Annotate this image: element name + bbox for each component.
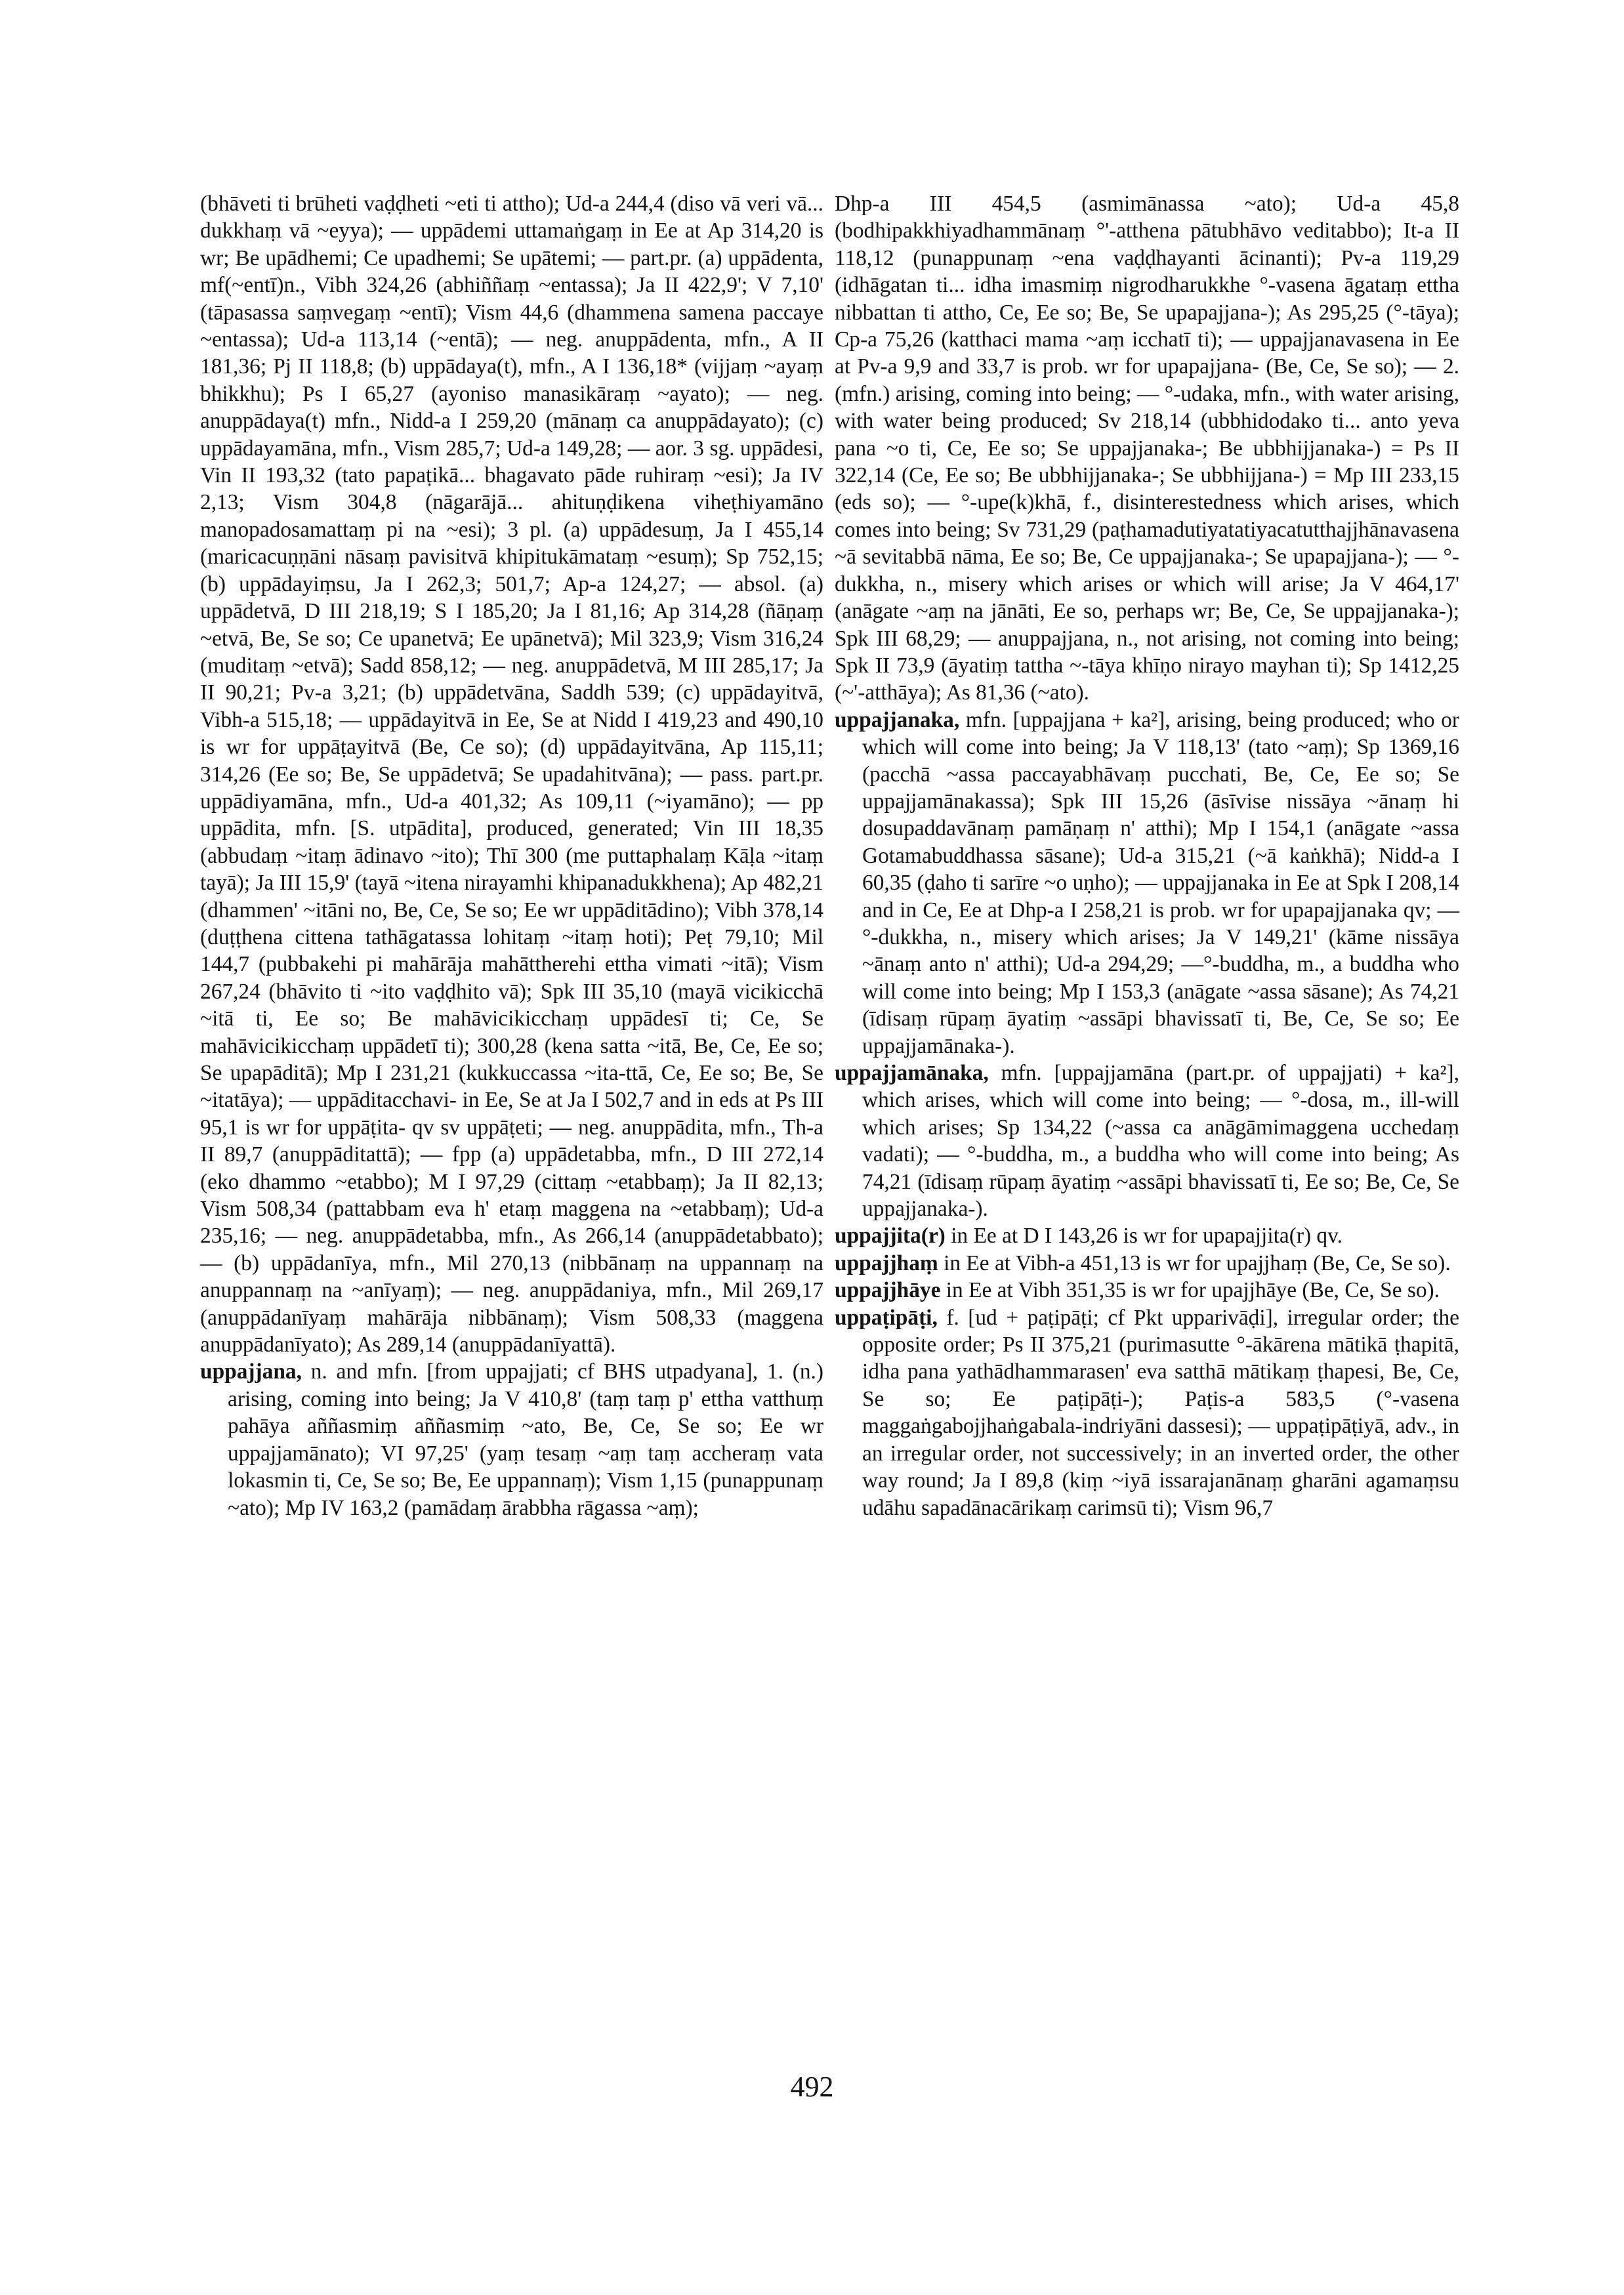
- entry-text: f. [ud + paṭipāṭi; cf Pkt upparivāḍi], irregular order; the opposite order; Ps II 375,21 (purimasutte °-ākārena mātikā ṭhapitā, idha pana yathādhammarasen' eva satthā mātikaṃ ṭhapesi, Be, Ce, Se so; Ee paṭipāṭi-); Paṭis-a 583,5 (°-vasena maggaṅgabojjhaṅgabala-indriyāni dassesi); — uppaṭipāṭiyā, adv., in an irregular order, not successively; in an inverted order, the other way round; Ja I 89,8 (kiṃ ~iyā issarajanānaṃ gharāni agamaṃsu udāhu sapadānacārikaṃ carimsū ti); Vism 96,7: [862, 1305, 1459, 1520]
- entry-uppajjamanaka: [835, 1060, 1459, 1222]
- entry-text: in Ee at Vibh-a 451,13 is wr for upajjhaṃ (Be, Ce, Se so).: [938, 1251, 1451, 1275]
- entry-text: n. and mfn. [from uppajjati; cf BHS utpadyana], 1. (n.) arising, coming into being; Ja V 410,8' (taṃ taṃ p' ettha vatthuṃ pahāya aññasmiṃ aññasmiṃ ~ato, Be, Ce, Se so; Ee wr uppajjamānato); VI 97,25' (yaṃ tesaṃ ~aṃ taṃ accheraṃ vata lokasmin ti, Ce, Se so; Be, Ee uppannaṃ); Vism 1,15 (punappunaṃ ~ato); Mp IV 163,2 (pamādaṃ ārabbha rāgassa ~aṃ);: [228, 1359, 823, 1520]
- entry-uppajjham: [835, 1250, 1459, 1277]
- headword: uppaṭipāṭi,: [835, 1305, 938, 1330]
- right-column: [835, 190, 1459, 1521]
- headword: uppajjana,: [200, 1359, 302, 1384]
- entry-text: in Ee at D I 143,26 is wr for upapajjita(r) qv.: [945, 1224, 1343, 1249]
- entry-uppajjhaye: [835, 1277, 1459, 1304]
- entry-uppatipati: [835, 1304, 1459, 1521]
- headword: uppajjanaka,: [835, 707, 960, 732]
- entry-uppajjitar: [835, 1222, 1459, 1249]
- headword: uppajjhāye: [835, 1278, 941, 1303]
- entry-uppajjanaka: [835, 707, 1459, 1060]
- entry-text: mfn. [uppajjamāna (part.pr. of uppajjati) + ka²], which arises, which will come into being; — °-dosa, m., ill-will which arises; Sp 134,22 (~assa ca anāgāmimaggena ucchedaṃ vadati); — °-buddha, m., a buddha who will come into being; As 74,21 (īdisaṃ rūpaṃ āyatiṃ ~assāpi bhavissatī ti, Ee so; Be, Ce, Se uppajjanaka-).: [862, 1061, 1459, 1222]
- entry-text: (bhāveti ti brūheti vaḍḍheti ~eti ti attho); Ud-a 244,4 (diso vā veri vā... dukkhaṃ vā ~eyya); — uppādemi uttamaṅgaṃ in Ee at Ap 314,20 is wr; Be upādhemi; Ce upadhemi; Se upātemi; — part.pr. (a) uppādenta, mf(~entī)n., Vibh 324,26 (abhiññaṃ ~entassa); Ja II 422,9'; V 7,10' (tāpasassa saṃvegaṃ ~entī); Vism 44,6 (dhammena samena paccaye ~entassa); Ud-a 113,14 (~entā); — neg. anuppādenta, mfn., A II 181,36; Pj II 118,8; (b) uppādaya(t), mfn., A I 136,18* (vijjaṃ ~ayaṃ bhikkhu); Ps I 65,27 (ayoniso manasikāraṃ ~ayato); — neg. anuppādaya(t) mfn., Nidd-a I 259,20 (mānaṃ ca anuppādayato); (c) uppādayamāna, mfn., Vism 285,7; Ud-a 149,28; — aor. 3 sg. uppādesi, Vin II 193,32 (tato papaṭikā... bhagavato pāde ruhiraṃ ~esi); Ja IV 2,13; Vism 304,8 (nāgarājā... ahituṇḍikena viheṭhiyamāno manopadosamattaṃ pi na ~esi); 3 pl. (a) uppādesuṃ, Ja I 455,14 (maricacuṇṇāni nāsaṃ pavisitvā khipitukāmataṃ ~esuṃ); Sp 752,15; (b) uppādayiṃsu, Ja I 262,3; 501,7; Ap-a 124,27; — absol. (a) uppādetvā, D III 218,19; S I 185,20; Ja I 81,16; Ap 314,28 (ñāṇaṃ ~etvā, Be, Se so; Ce upanetvā; Ee upānetvā); Mil 323,9; Vism 316,24 (muditaṃ ~etvā); Sadd 858,12; — neg. anuppādetvā, M III 285,17; Ja II 90,21; Pv-a 3,21; (b) uppādetvāna, Saddh 539; (c) uppādayitvā, Vibh-a 515,18; — uppādayitvā in Ee, Se at Nidd I 419,23 and 490,10 is wr for uppāṭayitvā (Be, Ce so); (d) uppādayitvāna, Ap 115,11; 314,26 (Ee so; Be, Se uppādetvā; Se upadahitvāna); — pass. part.pr. uppādiyamāna, mfn., Ud-a 401,32; As 109,11 (~iyamāno); — pp uppādita, mfn. [S. utpādita], produced, generated; Vin III 18,35 (abbudaṃ ~itaṃ ādinavo ~ito); Thī 300 (me puttaphalaṃ Kāḷa ~itaṃ tayā); Ja III 15,9' (tayā ~itena nirayamhi khipanadukkhena); Ap 482,21 (dhammen' ~itāni no, Be, Ce, Se so; Ee wr uppāditādino); Vibh 378,14 (duṭṭhena cittena tathāgatassa lohitaṃ ~itaṃ hoti); Peṭ 79,10; Mil 144,7 (pubbakehi pi mahārāja mahāttherehi ettha vimati ~itā); Vism 267,24 (bhāvito ti ~ito vaḍḍhito vā); Spk III 35,10 (mayā vicikicchā ~itā ti, Ee so; Be mahāvicikicchaṃ uppādesī ti; Ce, Se mahāvicikicchaṃ uppādetī ti); 300,28 (kena satta ~itā, Be, Ce, Ee so; Se upapāditā); Mp I 231,21 (kukkuccassa ~ita-ttā, Ce, Ee so; Be, Se ~itatāya); — uppāditacchavi- in Ee, Se at Ja I 502,7 and in eds at Ps III 95,1 is wr for uppāṭita- qv sv uppāṭeti; — neg. anuppādita, mfn., Th-a II 89,7 (anuppāditattā); — fpp (a) uppādetabba, mfn., D III 272,14 (eko dhammo ~etabbo); M I 97,29 (cittaṃ ~etabbaṃ); Ja II 82,13; Vism 508,34 (pattabbam eva h' etaṃ maggena na ~etabbaṃ); Ud-a 235,16; — neg. anuppādetabba, mfn., As 266,14 (anuppādetabbato); — (b) uppādanīya, mfn., Mil 270,13 (nibbānaṃ na uppannaṃ na anuppannaṃ na ~anīyaṃ); — neg. anuppādaniya, mfn., Mil 269,17 (anuppādanīyaṃ mahārāja nibbānaṃ); Vism 508,33 (maggena anuppādanīyato); As 289,14 (anuppādanīyattā).: [200, 192, 823, 1357]
- entry-uppajjana: [200, 1358, 823, 1521]
- entry-text: mfn. [uppajjana + ka²], arising, being produced; who or which will come into being; Ja V 118,13' (tato ~aṃ); Sp 1369,16 (pacchā ~assa paccayabhāvaṃ pucchati, Be, Ce, Ee so; Se uppajjamānakassa); Spk III 15,26 (āsīvise nissāya ~ānaṃ hi dosupaddavānaṃ pamāṇaṃ n' atthi); Mp I 154,1 (anāgate ~assa Gotamabuddhassa sāsane); Ud-a 315,21 (~ā kaṅkhā); Nidd-a I 60,35 (ḍaho ti sarīre ~o uṇho); — uppajjanaka in Ee at Spk I 208,14 and in Ce, Ee at Dhp-a I 258,21 is prob. wr for upapajjanaka qv; — °-dukkha, n., misery which arises; Ja V 149,21' (kāme nissāya ~ānaṃ anto n' atthi); Ud-a 294,29; —°-buddha, m., a buddha who will come into being; Mp I 153,3 (anāgate ~assa sāsane); As 74,21 (īdisaṃ rūpaṃ āyatiṃ ~assāpi bhavissatī ti, Be, Ce, Se so; Ee uppajjamānaka-).: [862, 707, 1459, 1058]
- left-continuation-paragraph: [200, 190, 823, 1358]
- headword: uppajjita(r): [835, 1224, 946, 1249]
- right-continuation-paragraph: [835, 190, 1459, 707]
- entry-text: Dhp-a III 454,5 (asmimānassa ~ato); Ud-a 45,8 (bodhipakkhiyadhammānaṃ °'-atthena pātubhāvo veditabbo); It-a II 118,12 (punappunaṃ ~ena vaḍḍhayanti ācinanti); Pv-a 119,29 (idhāgatan ti... idha imasmiṃ nigrodharukkhe °-vasena āgataṃ ettha nibbattan ti attho, Ce, Ee so; Be, Se upapajjana-); As 295,25 (°-tāya); Cp-a 75,26 (katthaci mama ~aṃ icchatī ti); — uppajjanavasena in Ee at Pv-a 9,9 and 33,7 is prob. wr for upapajjana- (Be, Ce, Se so); — 2. (mfn.) arising, coming into being; — °-udaka, mfn., with water arising, with water being produced; Sv 218,14 (ubbhidodako ti... anto yeva pana ~o ti, Ce, Ee so; Se uppajjanaka-; Be ubbhijjanaka-) = Ps II 322,14 (Ce, Ee so; Be ubbhijjanaka-; Se ubbhijjana-) = Mp III 233,15 (eds so); — °-upe(k)khā, f., disinterestedness which arises, which comes into being; Sv 731,29 (paṭhamadutiyatatiyacatutthajjhānavasena ~ā sevitabbā nāma, Ee so; Be, Ce uppajjanaka-; Se upapajjana-); — °-dukkha, n., misery which arises or which will arise; Ja V 464,17' (anāgate ~aṃ na jānāti, Ee so, perhaps wr; Be, Ce, Se uppajjanaka-); Spk III 68,29; — anuppajjana, n., not arising, not coming into being; Spk II 73,9 (āyatiṃ tattha ~-tāya khīṇo nirayo mayhan ti); Sp 1412,25 (~'-atthāya); As 81,36 (~ato).: [835, 192, 1459, 705]
- left-column: [200, 190, 823, 1521]
- headword: uppajjamānaka,: [835, 1061, 989, 1085]
- headword: uppajjhaṃ: [835, 1251, 938, 1275]
- page-number: 492: [790, 2071, 834, 2103]
- entry-text: in Ee at Vibh 351,35 is wr for upajjhāye (Be, Ce, Se so).: [940, 1278, 1440, 1303]
